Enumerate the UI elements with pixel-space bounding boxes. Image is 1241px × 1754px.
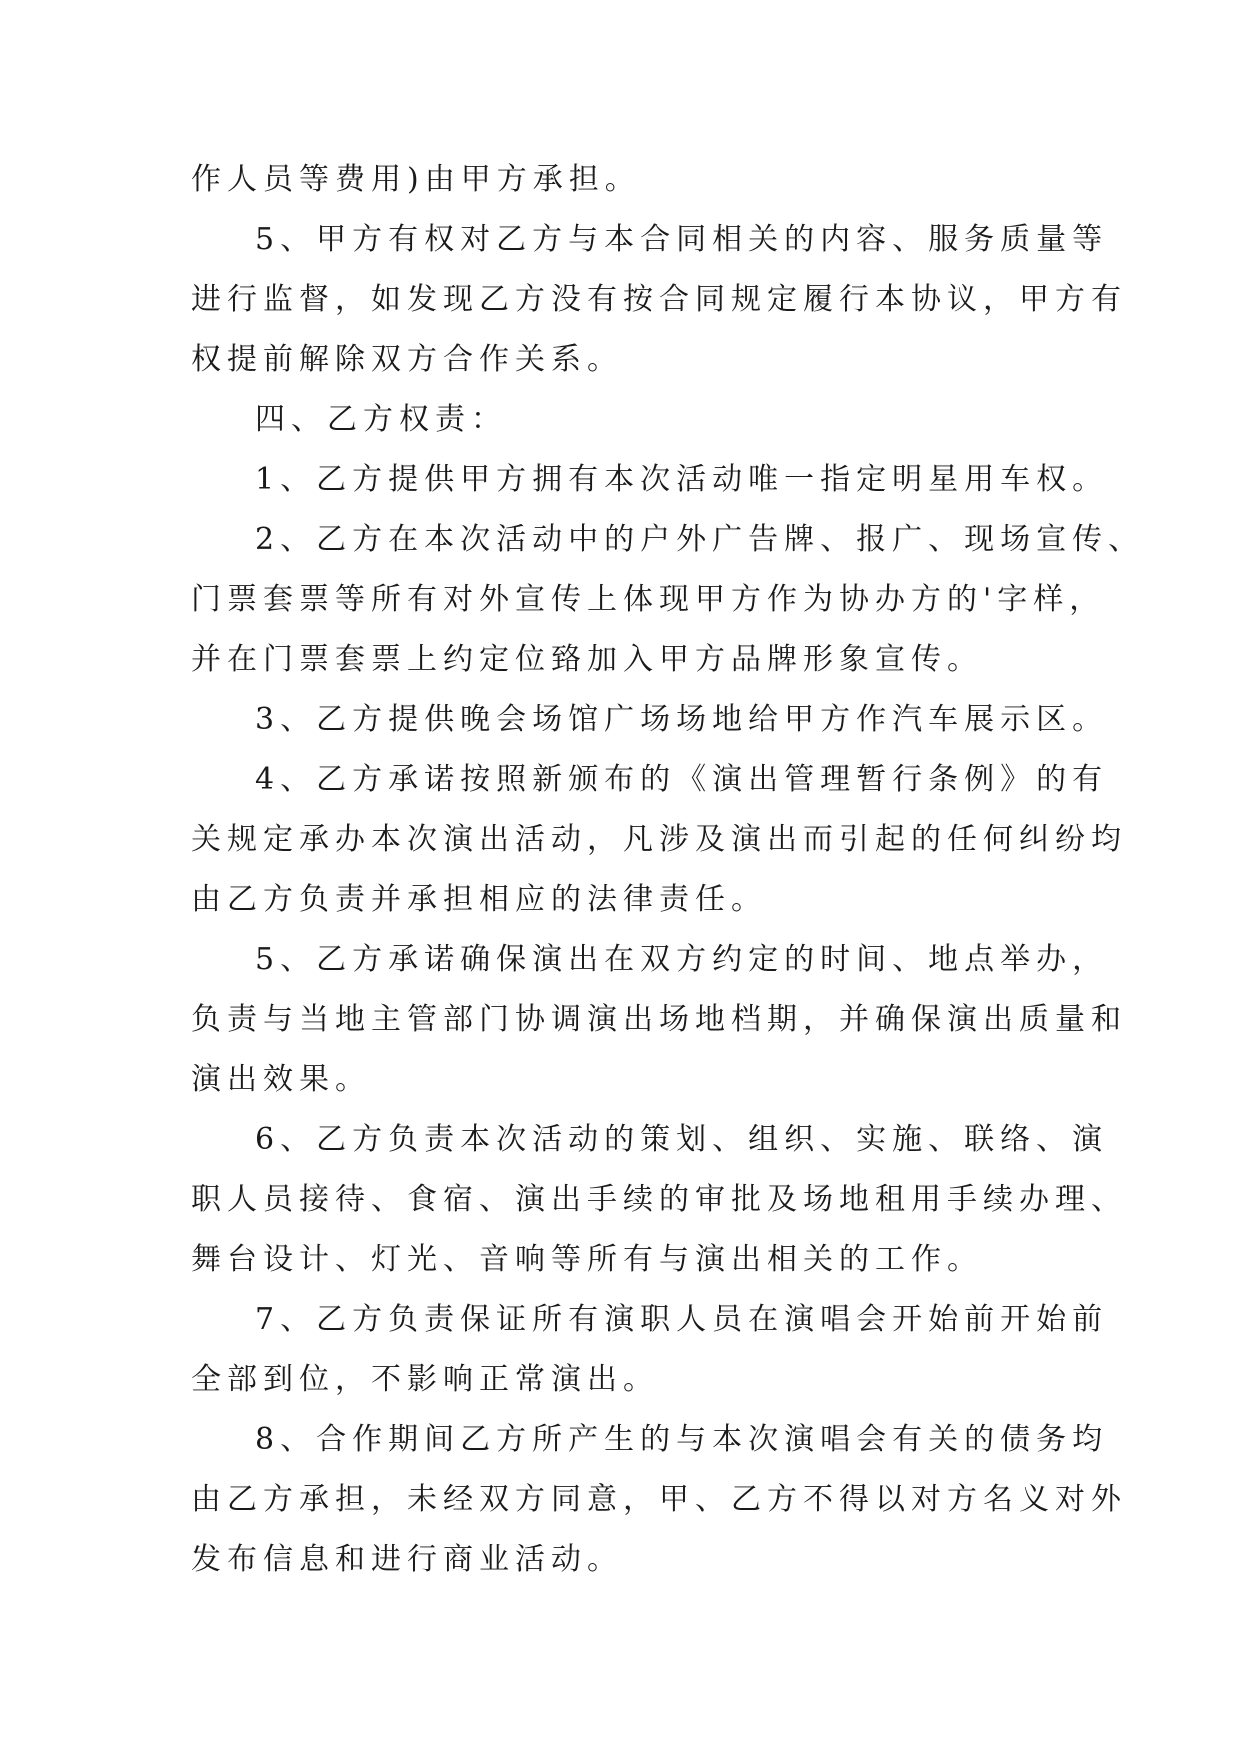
- text-line: 权提前解除双方合作关系。: [191, 342, 623, 377]
- text-line: 5、甲方有权对乙方与本合同相关的内容、服务质量等: [255, 222, 1109, 257]
- text-line: 3、乙方提供晚会场馆广场场地给甲方作汽车展示区。: [255, 702, 1109, 737]
- text-line: 作人员等费用)由甲方承担。: [191, 162, 641, 197]
- section-heading: 四、乙方权责：: [255, 402, 507, 437]
- text-line: 6、乙方负责本次活动的策划、组织、实施、联络、演: [255, 1122, 1109, 1157]
- text-line: 8、合作期间乙方所产生的与本次演唱会有关的债务均: [255, 1422, 1109, 1457]
- text-line: 发布信息和进行商业活动。: [191, 1542, 623, 1577]
- text-line: 舞台设计、灯光、音响等所有与演出相关的工作。: [191, 1242, 983, 1277]
- text-line: 2、乙方在本次活动中的户外广告牌、报广、现场宣传、: [255, 522, 1145, 557]
- text-line: 7、乙方负责保证所有演职人员在演唱会开始前开始前: [255, 1302, 1109, 1337]
- text-line: 全部到位，不影响正常演出。: [191, 1362, 659, 1397]
- text-line: 并在门票套票上约定位臵加入甲方品牌形象宣传。: [191, 642, 983, 677]
- text-line: 由乙方承担，未经双方同意，甲、乙方不得以对方名义对外: [191, 1482, 1127, 1517]
- text-line: 5、乙方承诺确保演出在双方约定的时间、地点举办，: [255, 942, 1109, 977]
- text-line: 进行监督，如发现乙方没有按合同规定履行本协议，甲方有: [191, 282, 1127, 317]
- document-body: [191, 150, 1145, 1590]
- text-line: 4、乙方承诺按照新颁布的《演出管理暂行条例》的有: [255, 762, 1109, 797]
- text-line: 由乙方负责并承担相应的法律责任。: [191, 882, 767, 917]
- text-line: 负责与当地主管部门协调演出场地档期，并确保演出质量和: [191, 1002, 1127, 1037]
- text-line: 1、乙方提供甲方拥有本次活动唯一指定明星用车权。: [255, 462, 1109, 497]
- text-line: 关规定承办本次演出活动，凡涉及演出而引起的任何纠纷均: [191, 822, 1127, 857]
- text-line: 门票套票等所有对外宣传上体现甲方作为协办方的'字样，: [191, 582, 1106, 617]
- text-line: 职人员接待、食宿、演出手续的审批及场地租用手续办理、: [191, 1182, 1127, 1217]
- text-line: 演出效果。: [191, 1062, 371, 1097]
